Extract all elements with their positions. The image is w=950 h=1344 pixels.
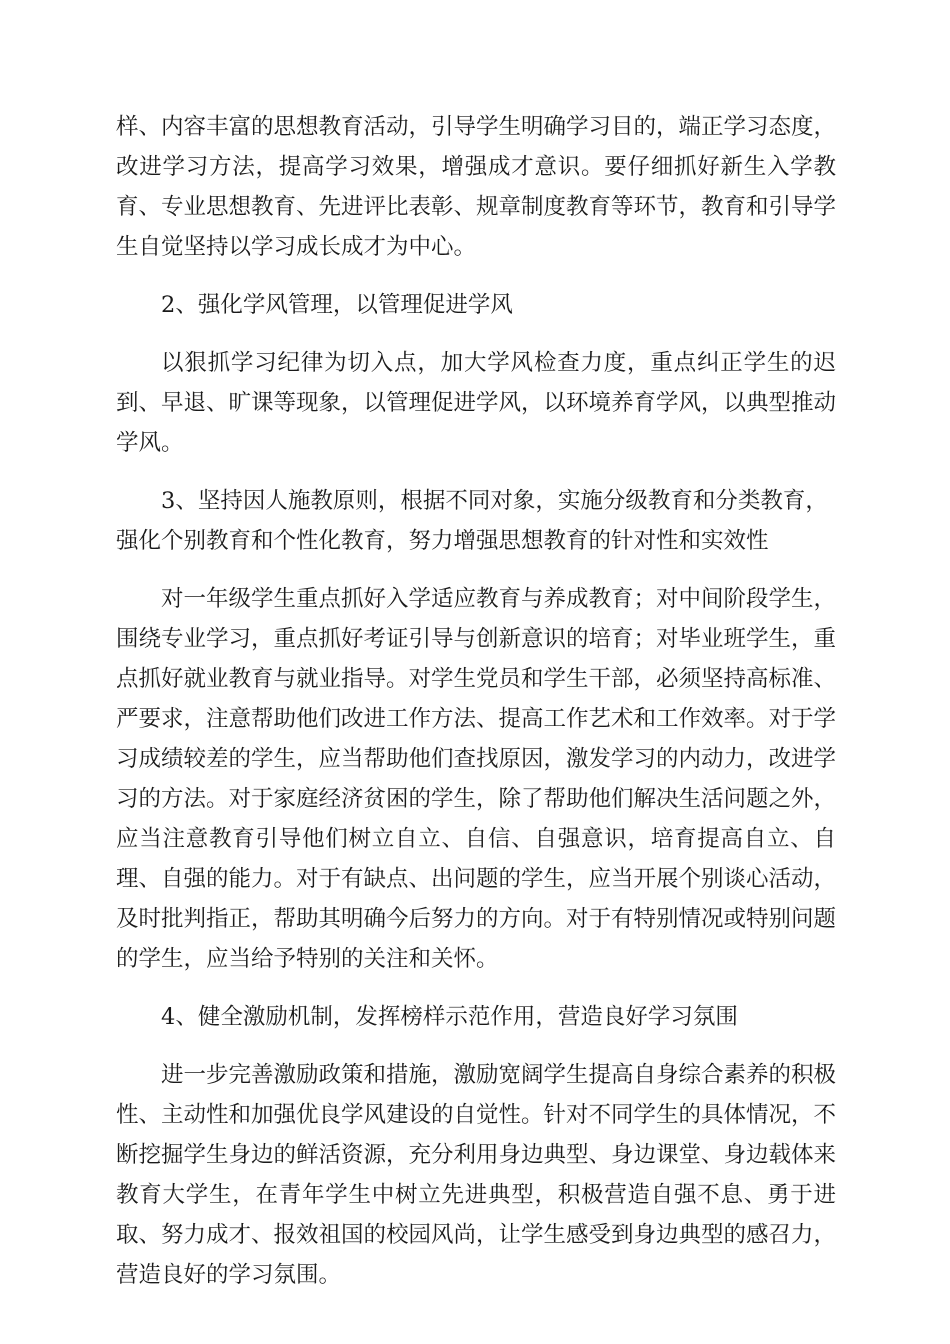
section-heading-4: 4、健全激励机制，发挥榜样示范作用，营造良好学习氛围 [161, 1004, 738, 1030]
paragraph-incentive-mechanism: 进一步完善激励政策和措施，激励宽阔学生提高自身综合素养的积极性、主动性和加强优良学风建设的自觉性。针对不同学生的具体情况，不断挖掘学生身边的鲜活资源，充分利用身边典型、身边课堂、身边载体来教育大学生，在青年学生中树立先进典型，积极营造自强不息、勇于进取、努力成才、报效祖国的校园风尚，让学生感受到身边典型的感召力，营造良好的学习氛围。 [116, 1062, 837, 1288]
section-heading-2: 2、强化学风管理，以管理促进学风 [161, 292, 513, 318]
paragraph-targeted-education: 对一年级学生重点抓好入学适应教育与养成教育；对中间阶段学生，围绕专业学习，重点抓好考证引导与创新意识的培育；对毕业班学生，重点抓好就业教育与就业指导。对学生党员和学生干部，必须坚持高标准、严要求，注意帮助他们改进工作方法、提高工作艺术和工作效率。对于学习成绩较差的学生，应当帮助他们查找原因，激发学习的内动力，改进学习的方法。对于家庭经济贫困的学生，除了帮助他们解决生活问题之外，应当注意教育引导他们树立自立、自信、自强意识，培育提高自立、自理、自强的能力。对于有缺点、出问题的学生，应当开展个别谈心活动，及时批判指正，帮助其明确今后努力的方向。对于有特别情况或特别问题的学生，应当给予特别的关注和关怀。 [116, 586, 837, 972]
section-heading-3: 3、坚持因人施教原则，根据不同对象，实施分级教育和分类教育，强化个别教育和个性化教育，努力增强思想教育的针对性和实效性 [116, 488, 828, 554]
document-body [116, 107, 836, 1313]
paragraph-learning-discipline: 以狠抓学习纪律为切入点，加大学风检查力度，重点纠正学生的迟到、早退、旷课等现象，以管理促进学风，以环境养育学风，以典型推动学风。 [116, 350, 837, 456]
paragraph-continuation: 样、内容丰富的思想教育活动，引导学生明确学习目的，端正学习态度，改进学习方法，提高学习效果，增强成才意识。要仔细抓好新生入学教育、专业思想教育、先进评比表彰、规章制度教育等环节，教育和引导学生自觉坚持以学习成长成才为中心。 [116, 114, 837, 260]
